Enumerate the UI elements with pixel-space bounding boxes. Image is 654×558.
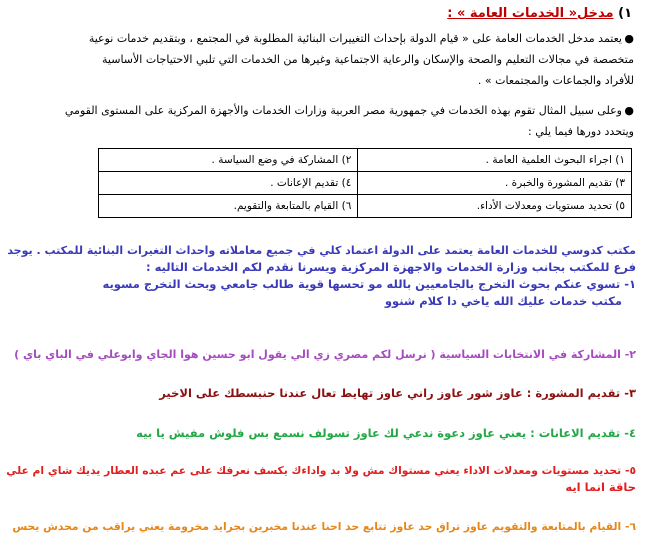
intro-line: للأفراد والجماعات والمجتمعات » . xyxy=(477,74,634,87)
comment-office-intro xyxy=(7,242,636,310)
comment-politics xyxy=(14,346,636,363)
bullet-icon: ● xyxy=(624,104,634,117)
bullet-icon: ● xyxy=(624,32,634,45)
comment-advice xyxy=(14,385,636,402)
section-heading xyxy=(447,6,632,21)
table-cell: ٥) تحديد مستويات ومعدلات الأداء. xyxy=(358,195,632,218)
comment-line: ١- تسوي عنكم بحوث التخرج بالجامعيين بالله مو تحسها قوية طالب جامعي وبحث التخرج مسويه xyxy=(102,277,636,291)
comment-line: ٢- المشاركة في الانتخابات السياسية ( نرسل لكم مصري زي الي يقول ابو حسين هوا الجاي وابوعلي في الباي باي ) xyxy=(14,348,636,361)
comment-line: ٥- تحديد مستويات ومعدلات الاداء يعني مستواك مش ولا بد واداءك يكسف نعرفك على عم عبده العطار يديك شاي ام علي xyxy=(6,464,636,477)
intro-paragraph xyxy=(22,28,634,91)
intro-line: يعتمد مدخل الخدمات العامة على « قيام الدولة بإحداث التغييرات البنائية المطلوبة في المجتمع ، وبتقديم خدمات نوعية xyxy=(88,32,622,45)
table-row xyxy=(99,172,632,195)
comment-line: حاقة انما ايه xyxy=(565,480,636,494)
comment-line: فرع للمكتب بجانب وزارة الخدمات والاجهزة المركزية ويسرنا نقدم لكم الخدمات التاليه : xyxy=(145,260,636,274)
table-row xyxy=(99,195,632,218)
intro-line: متخصصة في مجالات التعليم والصحة والإسكان والرعاية الاجتماعية وغيرها من الخدمات التي تلبي الاحتياجات الأساسية xyxy=(102,53,634,66)
table-cell: ١) اجراء البحوث العلمية العامة . xyxy=(358,149,632,172)
example-line: ويتحدد دورها فيما يلي : xyxy=(528,125,634,138)
table-cell: ٢) المشاركة في وضع السياسة . xyxy=(99,149,358,172)
comment-monitoring xyxy=(14,518,636,535)
section-title: مدخل« الخدمات العامة » : xyxy=(447,6,614,21)
table-row xyxy=(99,149,632,172)
section-number: ١) xyxy=(618,6,632,21)
table-cell: ٣) تقديم المشورة والخبرة . xyxy=(358,172,632,195)
services-table xyxy=(98,148,632,218)
table-cell: ٤) تقديم الإعانات . xyxy=(99,172,358,195)
comment-performance xyxy=(6,462,636,496)
comment-aid xyxy=(14,425,636,442)
example-paragraph xyxy=(22,100,634,142)
comment-line: مكتب خدمات عليك الله ياخي دا كلام شنوو xyxy=(384,294,622,308)
comment-line: مكتب كدوسي للخدمات العامة يعتمد على الدولة اعتماد كلي في جميع معاملاته واحداث التغيرات البنائية للمكتب . يوجد xyxy=(7,244,636,257)
comment-line: ٤- تقديم الاعانات : يعني عاوز دعوة ندعي لك عاوز تسولف نسمع بس فلوش مفيش يا بيه xyxy=(136,426,636,440)
comment-line: ٦- القيام بالمتابعة والتقويم عاوز تراق حد عاوز تتابع حد احنا عندنا مخبرين بجرايد مخرومة يعني يراقب من محدش يحس xyxy=(12,520,636,533)
comment-line: ٣- تقديم المشورة : عاوز شور عاوز راني عاوز تهايط تعال عندنا حنبسطك على الاخير xyxy=(159,386,636,400)
table-cell: ٦) القيام بالمتابعة والتقويم. xyxy=(99,195,358,218)
example-line: وعلى سبيل المثال تقوم بهذه الخدمات في جمهورية مصر العربية وزارات الخدمات والأجهزة المركزية على المستوى القومي xyxy=(64,104,622,117)
